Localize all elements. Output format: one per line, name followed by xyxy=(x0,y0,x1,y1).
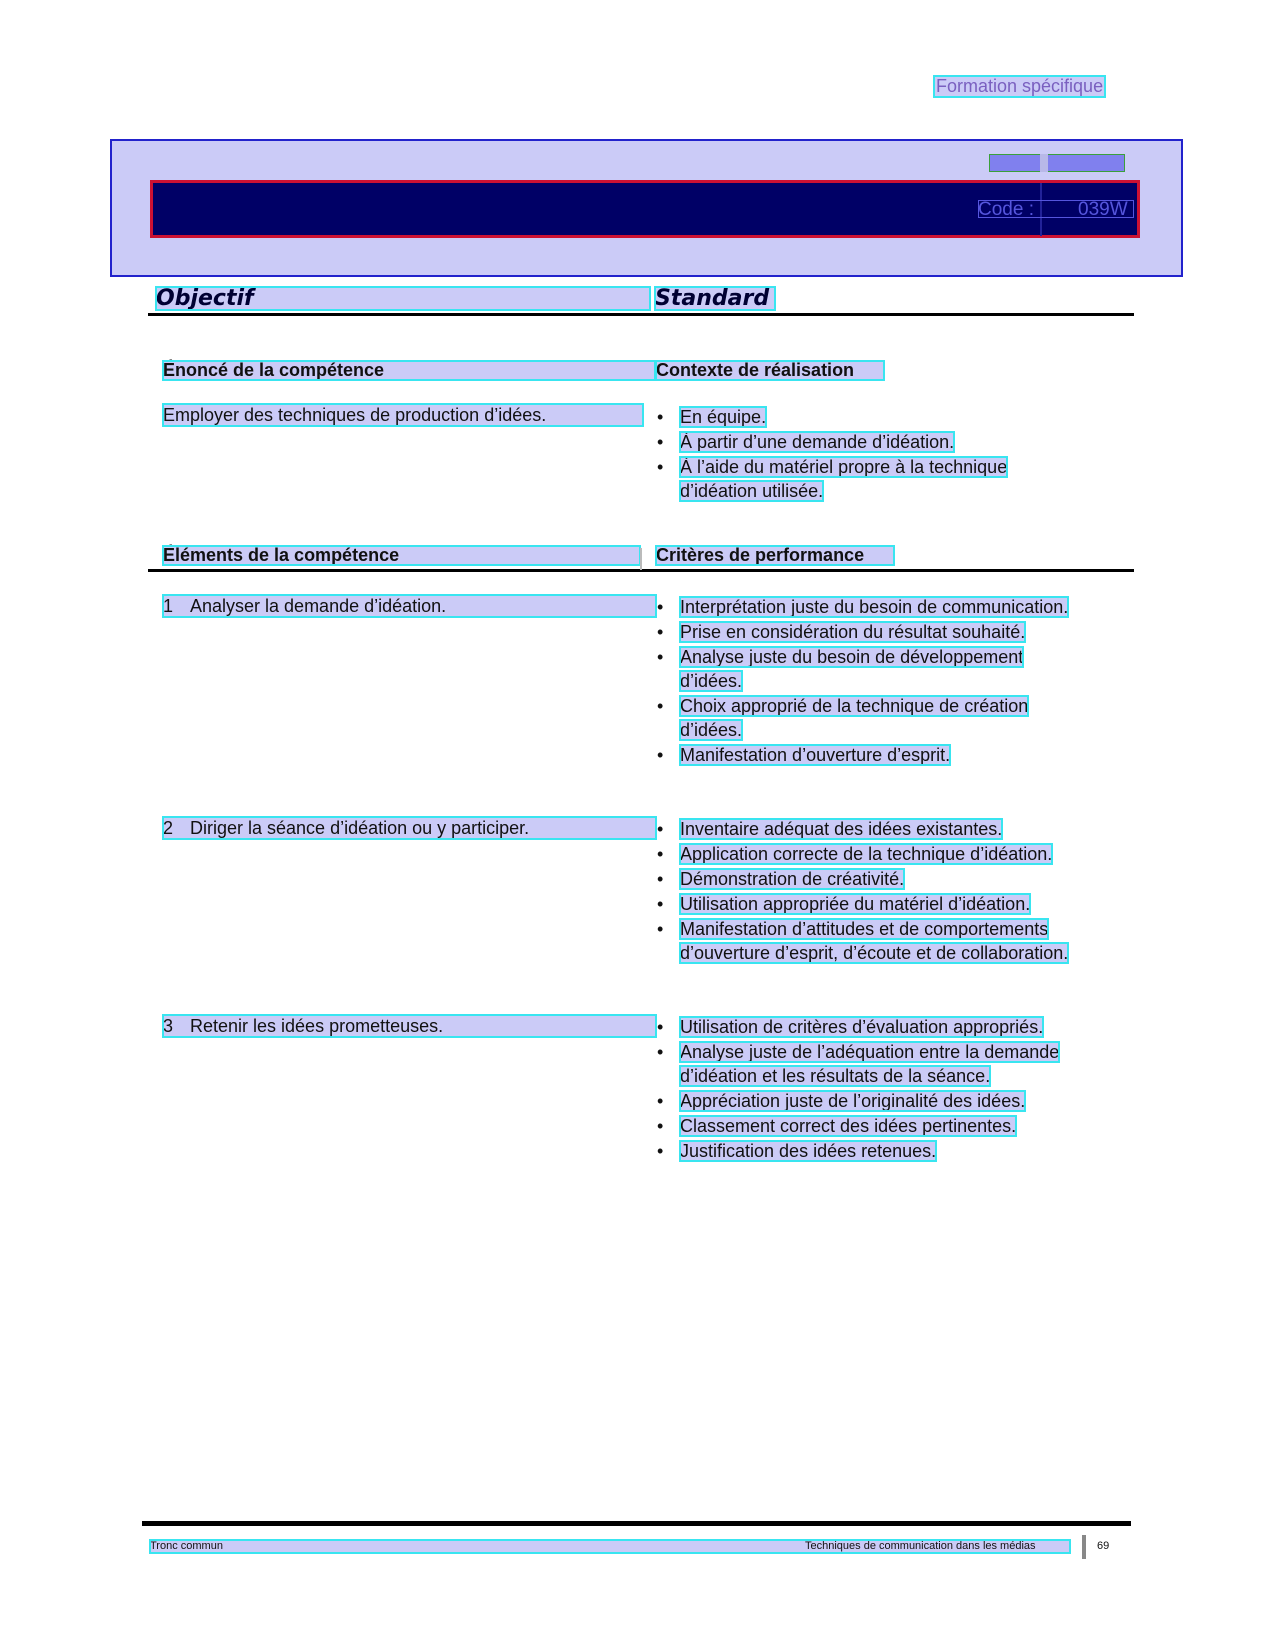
list-item: • Justification des idées retenues. xyxy=(656,1139,1116,1163)
list-item: • Prise en considération du résultat souhaité. xyxy=(656,620,1086,644)
element-number: 2 xyxy=(163,818,174,838)
element-number: 1 xyxy=(163,596,174,616)
competence-text: Employer des techniques de production d’idées. xyxy=(163,404,643,426)
list-item: • Manifestation d’attitudes et de comportements d’ouverture d’esprit, d’écoute et de collaboration. xyxy=(656,917,1106,965)
context-heading: Contexte de réalisation xyxy=(656,361,884,380)
element-2 xyxy=(163,817,656,839)
list-item: • Choix approprié de la technique de création d’idées. xyxy=(656,694,1086,742)
list-item: • Manifestation d’ouverture d’esprit. xyxy=(656,743,1086,767)
code-value: 039W xyxy=(1078,199,1128,220)
heading-rule xyxy=(148,313,1134,316)
element-text: Retenir les idées prometteuses. xyxy=(190,1016,444,1036)
header-ornament xyxy=(989,154,1125,172)
list-item: • Analyse juste du besoin de développement d’idées. xyxy=(656,645,1086,693)
element-text: Diriger la séance d’idéation ou y participer. xyxy=(190,818,530,838)
list-item: • En équipe. xyxy=(656,405,1066,429)
list-item: • Inventaire adéquat des idées existantes. xyxy=(656,817,1106,841)
header-ornament-divider xyxy=(1040,154,1048,172)
criteria-list-3 xyxy=(656,1015,1116,1164)
element-1 xyxy=(163,595,656,617)
criteria-list-2 xyxy=(656,817,1106,966)
element-3 xyxy=(163,1015,656,1037)
criteria-heading: Critères de performance xyxy=(656,546,894,565)
list-item: • Utilisation appropriée du matériel d’idéation. xyxy=(656,892,1106,916)
footer-rule xyxy=(142,1521,1131,1526)
list-item: • Classement correct des idées pertinentes. xyxy=(656,1114,1116,1138)
elements-heading: Éléments de la compétence xyxy=(163,546,640,565)
program-label: Formation spécifique xyxy=(936,76,1104,96)
list-item: • Interprétation juste du besoin de communication. xyxy=(656,595,1086,619)
list-item: • Utilisation de critères d’évaluation appropriés. xyxy=(656,1015,1116,1039)
standard-heading: Standard xyxy=(655,287,775,310)
list-item: • Démonstration de créativité. xyxy=(656,867,1106,891)
list-item: • Analyse juste de l’adéquation entre la demande d’idéation et les résultats de la séance. xyxy=(656,1040,1116,1088)
objectif-heading: Objectif xyxy=(156,287,650,310)
code-label: Code : xyxy=(978,199,1034,220)
footer-right-text: Techniques de communication dans les médias xyxy=(805,1540,1036,1552)
element-number: 3 xyxy=(163,1016,174,1036)
page-number: 69 xyxy=(1097,1540,1110,1552)
element-text: Analyser la demande d’idéation. xyxy=(190,596,447,616)
criteria-list-1 xyxy=(656,595,1086,768)
list-item: • Appréciation juste de l’originalité des idées. xyxy=(656,1089,1116,1113)
context-list xyxy=(656,405,1066,504)
footer-divider xyxy=(1082,1535,1086,1559)
column-divider xyxy=(640,548,642,570)
footer-left-text: Tronc commun xyxy=(150,1540,1070,1553)
list-item: • Application correcte de la technique d’idéation. xyxy=(656,842,1106,866)
list-item: • À partir d’une demande d’idéation. xyxy=(656,430,1066,454)
competence-heading: Énoncé de la compétence xyxy=(163,361,655,380)
list-item: • À l’aide du matériel propre à la technique d’idéation utilisée. xyxy=(656,455,1066,503)
